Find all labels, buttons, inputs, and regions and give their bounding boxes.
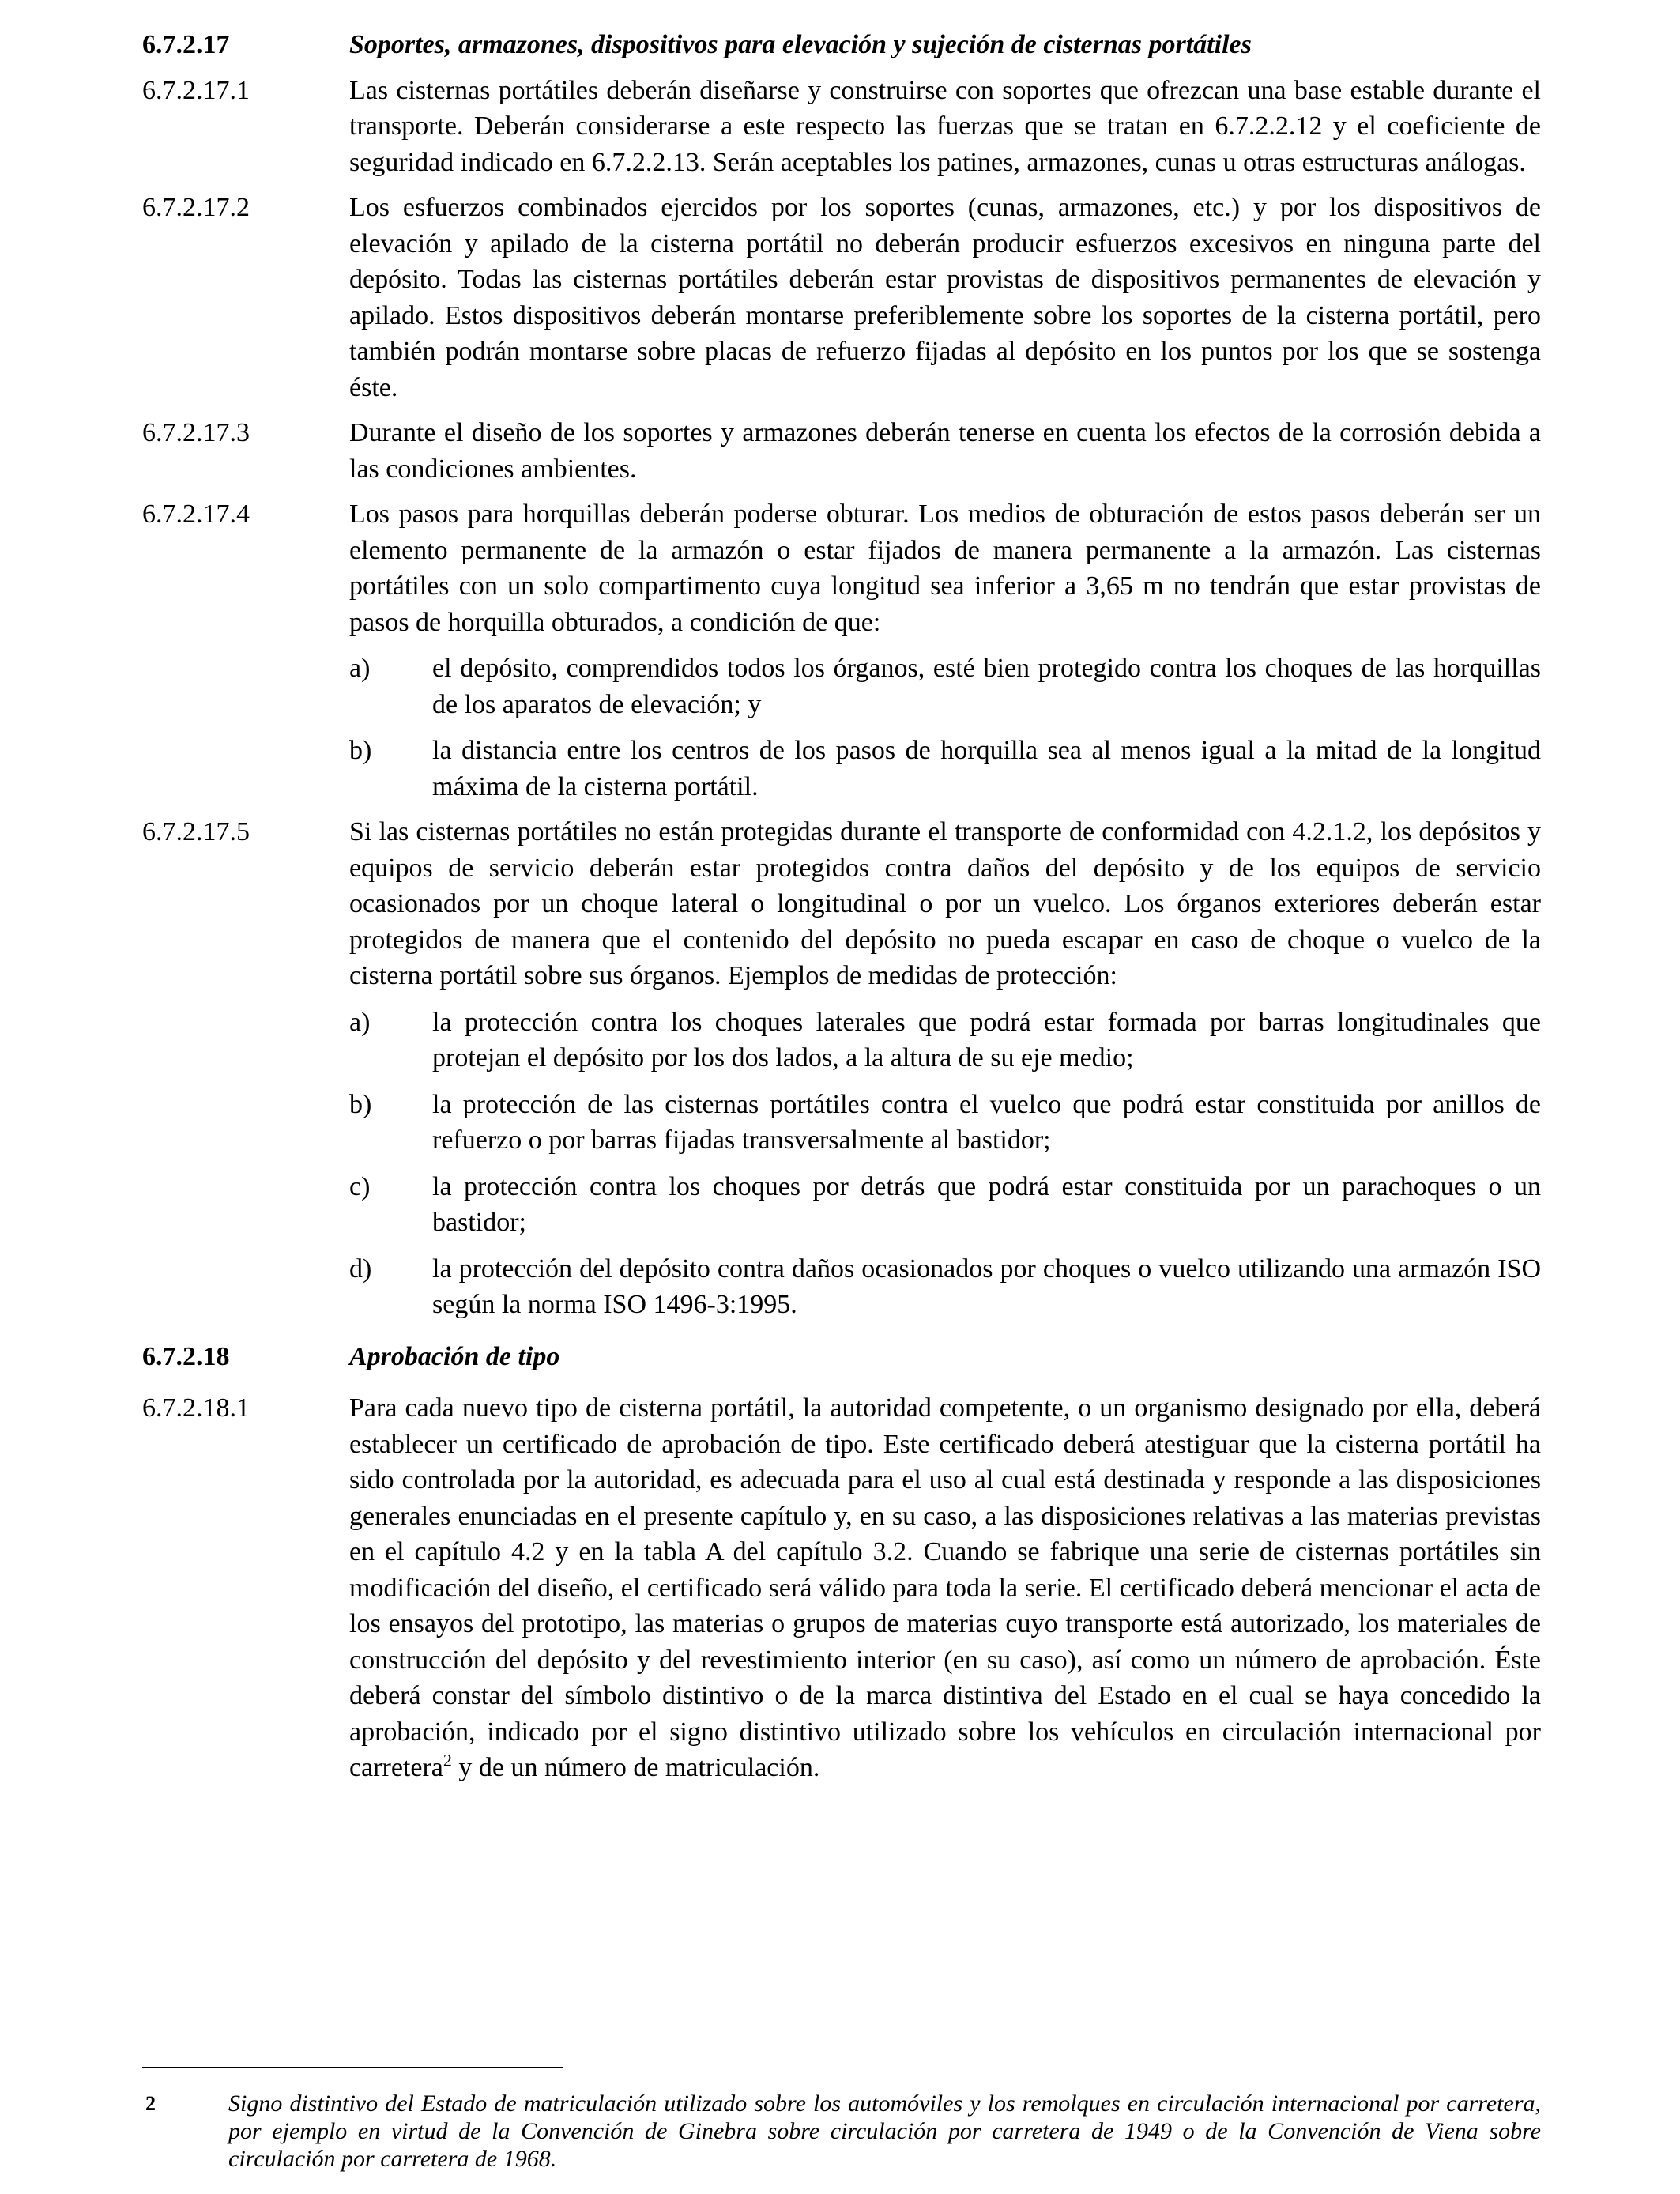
paragraph-text: Durante el diseño de los soportes y armazones deberán tenerse en cuenta los efectos de la corrosión debida a las condiciones ambientes. xyxy=(349,418,1541,484)
section-number: 6.7.2.17 xyxy=(142,30,230,59)
list-item xyxy=(349,650,1541,722)
list-item xyxy=(349,1087,1541,1159)
list-item-text: el depósito, comprendidos todos los órganos, esté bien protegido contra los choques de las horquillas de los aparatos de elevación; y xyxy=(432,654,1541,719)
list-item-label: c) xyxy=(349,1171,371,1201)
paragraph-number: 6.7.2.17.1 xyxy=(142,75,250,105)
document-page xyxy=(142,27,1541,1786)
paragraph-text: Los pasos para horquillas deberán poderse obturar. Los medios de obturación de estos pasos deberán ser un elemento permanente de la armazón o estar fijados de manera permanente a la armazón. Las cisternas portátiles con un solo compartimento cuya longitud sea inferior a 3,65 m no tendrán que estar provistas de pasos de horquilla obturados, a condición de que: xyxy=(349,499,1541,637)
paragraph-text: Si las cisternas portátiles no están protegidas durante el transporte de conformidad con 4.2.1.2, los depósitos y equipos de servicio deberán estar protegidos contra daños del depósito y de los equipos de servicio ocasionados por un choque lateral o longitudinal o por un vuelco. Los órganos exteriores deberán estar protegidos de manera que el contenido del depósito no pueda escapar en caso de choque o vuelco de la cisterna portátil sobre sus órganos. Ejemplos de medidas de protección: xyxy=(349,817,1541,990)
list-item xyxy=(349,1005,1541,1076)
footnote-text: Signo distintivo del Estado de matriculación utilizado sobre los automóviles y los remolques en circulación internacional por carretera, por ejemplo en virtud de la Convención de Ginebra sobre circulación por carretera de 1949 o de la Convención de Viena sobre circulación por carretera de 1968. xyxy=(228,2090,1541,2172)
paragraph-number: 6.7.2.17.4 xyxy=(142,499,250,529)
paragraph-text-main: Para cada nuevo tipo de cisterna portátil, la autoridad competente, o un organismo designado por ella, deberá establecer un certificado de aprobación de tipo. Este certificado deberá atestiguar que la cisterna portátil ha sido controlada por la autoridad, es adecuada para el uso al cual está destinada y responde a las disposiciones generales enunciadas en el presente capítulo y, en su caso, a las disposiciones relativas a las materias previstas en el capítulo 4.2 y en la tabla A del capítulo 3.2. Cuando se fabrique una serie de cisternas portátiles sin modificación del diseño, el certificado será válido para toda la serie. El certificado deberá mencionar el acta de los ensayos del prototipo, las materias o grupos de materias cuyo transporte está autorizado, los materiales de construcción del depósito y del revestimiento interior (en su caso), así como un número de aprobación. Éste deberá constar del símbolo distintivo o de la marca distintiva del Estado en el cual se haya concedido la aprobación, indicado por el signo distintivo utilizado sobre los vehículos en circulación internacional por carretera xyxy=(349,1393,1541,1782)
paragraph-6-7-2-17-4 xyxy=(142,496,1541,805)
paragraph-number: 6.7.2.17.2 xyxy=(142,193,250,222)
footnote-separator xyxy=(142,2067,563,2068)
list-item-label: d) xyxy=(349,1253,372,1284)
list-item-text: la protección contra los choques por detrás que podrá estar constituida por un parachoques o un bastidor; xyxy=(432,1171,1541,1237)
footnote-number: 2 xyxy=(145,2092,156,2115)
list-item-label: b) xyxy=(349,1089,372,1119)
list-item-text: la distancia entre los centros de los pasos de horquilla sea al menos igual a la mitad de la longitud máxima de la cisterna portátil. xyxy=(432,736,1541,801)
paragraph-number: 6.7.2.17.5 xyxy=(142,817,250,846)
paragraph-6-7-2-17-5 xyxy=(142,814,1541,1323)
list-item xyxy=(349,733,1541,805)
section-heading-6-7-2-17 xyxy=(142,27,1541,63)
paragraph-text: Las cisternas portátiles deberán diseñarse y construirse con soportes que ofrezcan una base estable durante el transporte. Deberán considerarse a este respecto las fuerzas que se tratan en 6.7.2.2.12 y el coeficiente de seguridad indicado en 6.7.2.2.13. Serán aceptables los patines, armazones, cunas u otras estructuras análogas. xyxy=(349,75,1541,177)
paragraph-text-tail: y de un número de matriculación. xyxy=(451,1753,820,1782)
list-item-label: a) xyxy=(349,1007,371,1037)
paragraph-number: 6.7.2.18.1 xyxy=(142,1393,250,1423)
paragraph-number: 6.7.2.17.3 xyxy=(142,418,250,447)
list-item xyxy=(349,1169,1541,1241)
paragraph-text xyxy=(349,1390,1541,1786)
paragraph-6-7-2-18-1 xyxy=(142,1390,1541,1786)
section-title: Soportes, armazones, dispositivos para elevación y sujeción de cisternas portátiles xyxy=(349,30,1252,59)
list-item xyxy=(349,1251,1541,1323)
section-number: 6.7.2.18 xyxy=(142,1341,230,1371)
paragraph-6-7-2-17-2 xyxy=(142,190,1541,405)
section-heading-6-7-2-18 xyxy=(142,1339,1541,1375)
section-title: Aprobación de tipo xyxy=(349,1341,560,1371)
footnote xyxy=(142,2090,1541,2173)
list-item-label: a) xyxy=(349,654,371,683)
paragraph-body xyxy=(349,814,1541,1323)
list-item-text: la protección de las cisternas portátiles contra el vuelco que podrá estar constituida por anillos de refuerzo o por barras fijadas transversalmente al bastidor; xyxy=(432,1089,1541,1155)
paragraph-6-7-2-17-3 xyxy=(142,415,1541,487)
list-item-label: b) xyxy=(349,736,372,765)
paragraph-body xyxy=(349,496,1541,805)
footnote-reference[interactable]: 2 xyxy=(443,1750,452,1770)
list-item-text: la protección contra los choques laterales que podrá estar formada por barras longitudinales que protejan el depósito por los dos lados, a la altura de su eje medio; xyxy=(432,1007,1541,1072)
paragraph-6-7-2-17-1 xyxy=(142,73,1541,181)
list-item-text: la protección del depósito contra daños ocasionados por choques o vuelco utilizando una armazón ISO según la norma ISO 1496-3:1995. xyxy=(432,1253,1541,1319)
paragraph-text: Los esfuerzos combinados ejercidos por los soportes (cunas, armazones, etc.) y por los dispositivos de elevación y apilado de la cisterna portátil no deberán producir esfuerzos excesivos en ninguna parte del depósito. Todas las cisternas portátiles deberán estar provistas de dispositivos permanentes de elevación y apilado. Estos dispositivos deberán montarse preferiblemente sobre los soportes de la cisterna portátil, pero también podrán montarse sobre placas de refuerzo fijadas al depósito en los puntos por los que se sostenga éste. xyxy=(349,193,1541,402)
